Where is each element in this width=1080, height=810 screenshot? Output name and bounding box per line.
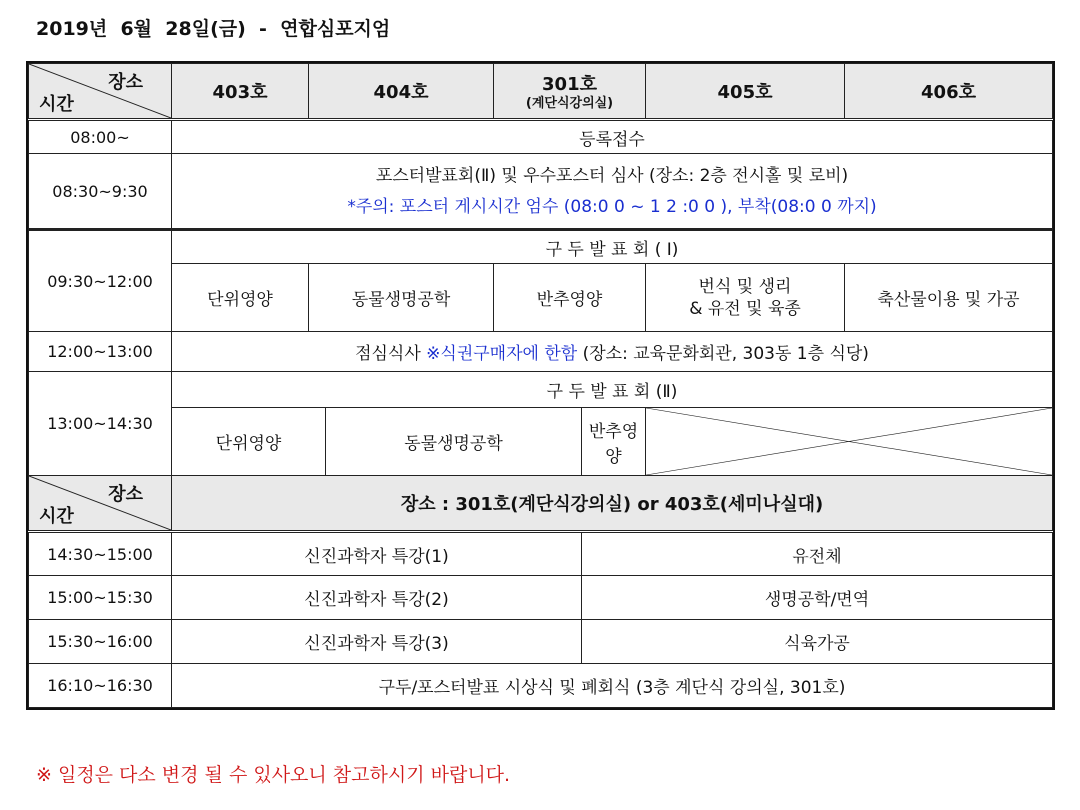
lunch-notice: ※식권구매자에 한함 bbox=[426, 344, 578, 364]
time-cell: 16:10~16:30 bbox=[29, 664, 172, 708]
session-cell: 반추영양 bbox=[494, 264, 646, 332]
time-cell: 15:00~15:30 bbox=[29, 576, 172, 620]
time-cell: 13:00~14:30 bbox=[29, 372, 172, 476]
event-cell bbox=[172, 154, 1053, 230]
room-sub-label: (계단식강의실) bbox=[525, 96, 614, 111]
schedule-table bbox=[28, 63, 1053, 708]
session-line: & 유전 및 육종 bbox=[689, 298, 801, 319]
session-title: 구 두 발 표 회 ( Ⅰ) bbox=[172, 230, 1053, 264]
lecture-cell: 식육가공 bbox=[582, 620, 1053, 664]
room-label: 301호 bbox=[542, 74, 597, 95]
lecture-row bbox=[29, 620, 1053, 664]
session-cell: 반추영양 bbox=[582, 408, 646, 476]
room-header: 405호 bbox=[646, 64, 845, 120]
empty-cell bbox=[646, 408, 1053, 476]
header-row bbox=[29, 64, 1053, 120]
room-header: 406호 bbox=[845, 64, 1053, 120]
room-header: 403호 bbox=[172, 64, 309, 120]
oral1-title-row bbox=[29, 230, 1053, 264]
page-title: 2019년 6월 28일(금) - 연합심포지엄 bbox=[36, 18, 391, 40]
session-cell: 동물생명공학 bbox=[326, 408, 582, 476]
lecture-cell: 유전체 bbox=[582, 532, 1053, 576]
poster-row bbox=[29, 154, 1053, 230]
room-header: 404호 bbox=[309, 64, 494, 120]
lecture-row bbox=[29, 532, 1053, 576]
corner-place-label: 장소 bbox=[108, 72, 143, 93]
oral2-sessions-row bbox=[29, 408, 1053, 476]
oral1-sessions-row bbox=[29, 264, 1053, 332]
session-cell: 단위영양 bbox=[172, 264, 309, 332]
session-title: 구 두 발 표 회 (Ⅱ) bbox=[172, 372, 1053, 408]
time-cell: 08:30~9:30 bbox=[29, 154, 172, 230]
cross-mark bbox=[646, 408, 1052, 475]
corner-header bbox=[29, 64, 172, 120]
poster-line: 포스터발표회(Ⅱ) 및 우수포스터 심사 (장소: 2층 전시홀 및 로비) bbox=[375, 165, 849, 186]
time-cell: 09:30~12:00 bbox=[29, 230, 172, 332]
event-cell bbox=[172, 332, 1053, 372]
header2-row bbox=[29, 476, 1053, 532]
lunch-row bbox=[29, 332, 1053, 372]
oral2-title-row bbox=[29, 372, 1053, 408]
corner-time-label: 시간 bbox=[39, 506, 74, 527]
session-cell bbox=[646, 264, 845, 332]
corner-header bbox=[29, 476, 172, 532]
session-cell: 단위영양 bbox=[172, 408, 326, 476]
lecture-row bbox=[29, 576, 1053, 620]
time-cell: 15:30~16:00 bbox=[29, 620, 172, 664]
lecture-cell: 신진과학자 특강(1) bbox=[172, 532, 582, 576]
registration-row bbox=[29, 120, 1053, 154]
time-cell: 12:00~13:00 bbox=[29, 332, 172, 372]
event-cell: 등록접수 bbox=[172, 120, 1053, 154]
poster-notice: *주의: 포스터 게시시간 엄수 (08:0 0 ~ 1 2 :0 0 ), 부착(08:0 0 까지) bbox=[347, 196, 877, 217]
lecture-cell: 생명공학/면역 bbox=[582, 576, 1053, 620]
session-cell: 축산물이용 및 가공 bbox=[845, 264, 1053, 332]
lunch-place: (장소: 교육문화회관, 303동 1층 식당) bbox=[577, 344, 869, 364]
schedule-note: ※ 일정은 다소 변경 될 수 있사오니 참고하시기 바랍니다. bbox=[36, 764, 511, 786]
corner-place-label: 장소 bbox=[108, 484, 143, 505]
corner-time-label: 시간 bbox=[39, 94, 74, 115]
session-cell: 동물생명공학 bbox=[309, 264, 494, 332]
lecture-cell: 신진과학자 특강(3) bbox=[172, 620, 582, 664]
session-line: 번식 및 생리 bbox=[698, 276, 792, 297]
lunch-text: 점심식사 bbox=[355, 344, 427, 364]
event-cell: 구두/포스터발표 시상식 및 폐회식 (3층 계단식 강의실, 301호) bbox=[172, 664, 1053, 708]
lecture-cell: 신진과학자 특강(2) bbox=[172, 576, 582, 620]
closing-row bbox=[29, 664, 1053, 708]
room-header bbox=[494, 64, 646, 120]
time-cell: 08:00~ bbox=[29, 120, 172, 154]
place-header: 장소 : 301호(계단식강의실) or 403호(세미나실대) bbox=[172, 476, 1053, 532]
time-cell: 14:30~15:00 bbox=[29, 532, 172, 576]
